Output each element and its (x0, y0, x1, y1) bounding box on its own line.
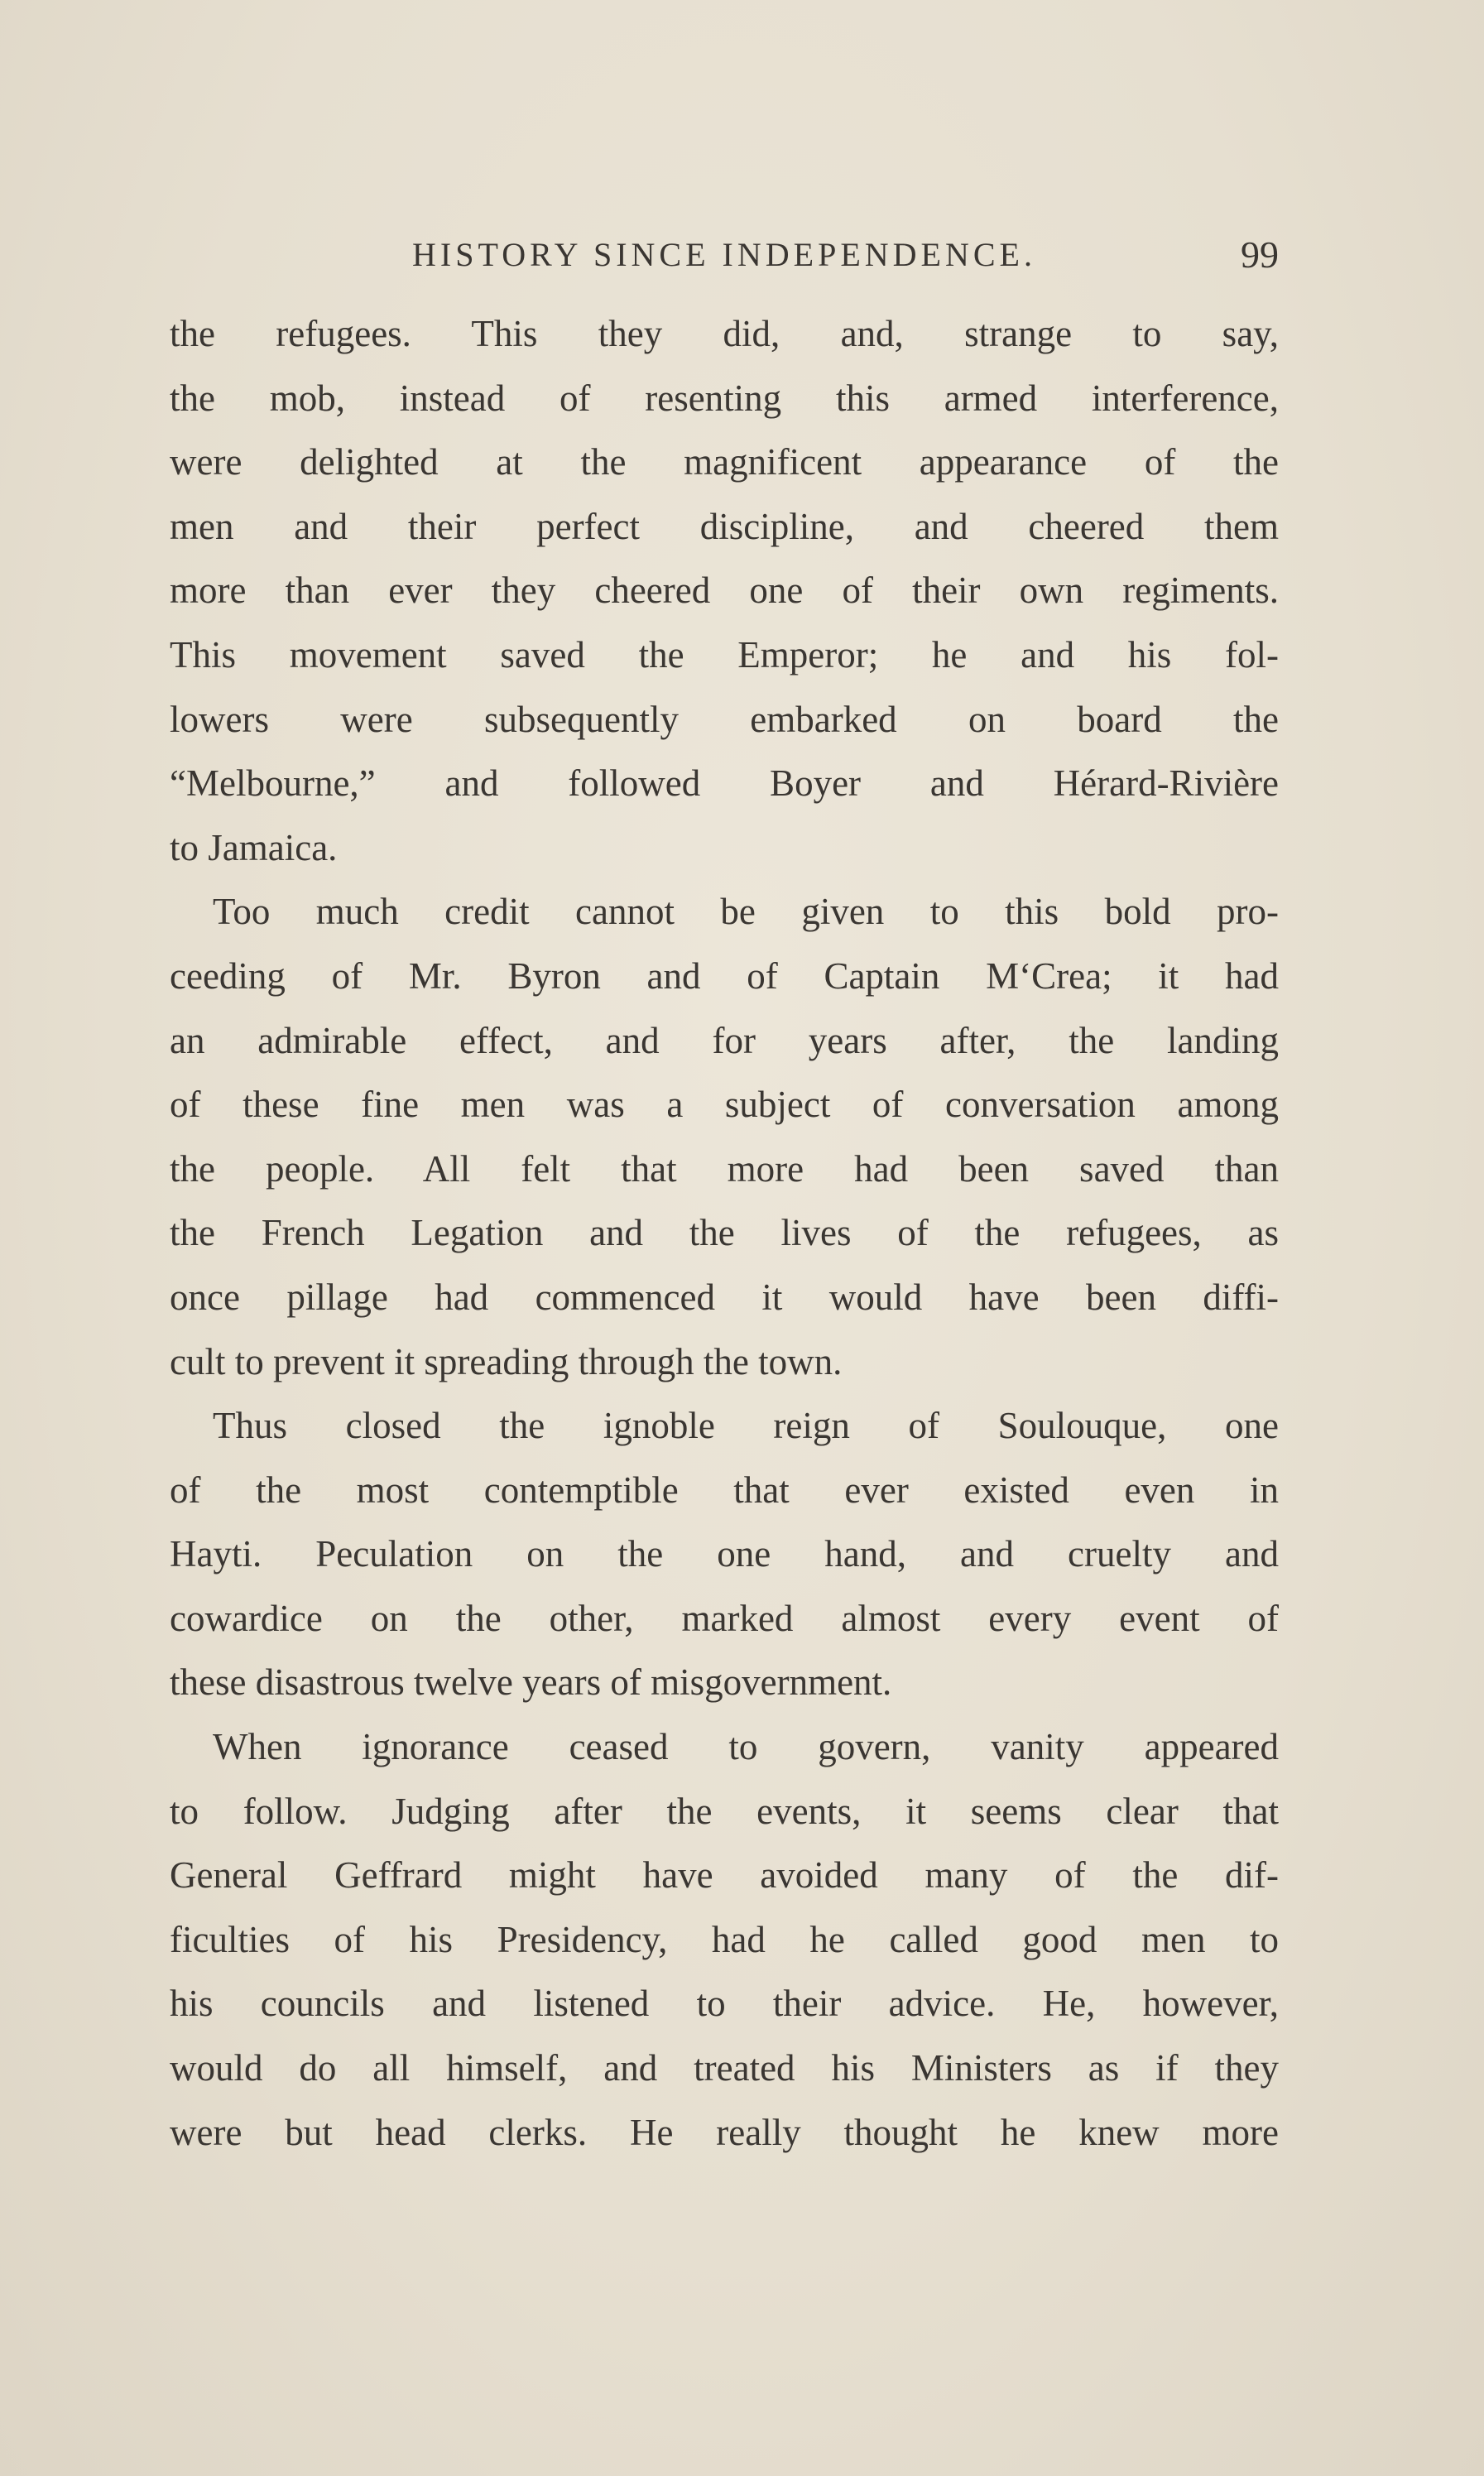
text-line: to Jamaica. (170, 826, 338, 868)
running-head (170, 230, 1279, 280)
text-line: General Geffrard might have avoided many of the dif- (170, 1854, 1279, 1897)
text-line: ficulties of his Presidency, had he called good men to (170, 1918, 1279, 1960)
text-line: the mob, instead of resenting this armed interference, (170, 377, 1279, 419)
text-line: cowardice on the other, marked almost every event of (170, 1597, 1279, 1639)
text-line: would do all himself, and treated his Ministers as if they (170, 2047, 1279, 2089)
text-line: were delighted at the magnificent appearance of the (170, 441, 1279, 483)
text-line: the French Legation and the lives of the refugees, as (170, 1212, 1279, 1254)
text-line: “Melbourne,” and followed Boyer and Hérard-Rivière (170, 762, 1279, 805)
text-line: lowers were subsequently embarked on board the (170, 698, 1279, 740)
body-text (170, 302, 1279, 2165)
text-line: cult to prevent it spreading through the town. (170, 1340, 843, 1382)
text-line: of these fine men was a subject of conversation among (170, 1084, 1279, 1126)
text-line: more than ever they cheered one of their own regiments. (170, 570, 1279, 612)
text-line: the refugees. This they did, and, strange to say, (170, 313, 1279, 354)
paragraph-start-line: Too much credit cannot be given to this bold pro- (213, 891, 1279, 933)
text-line: ceeding of Mr. Byron and of Captain M‘Crea; it had (170, 954, 1279, 997)
paragraph-start-line: When ignorance ceased to govern, vanity appeared (213, 1726, 1279, 1768)
text-line: once pillage had commenced it would have been diffi- (170, 1276, 1279, 1318)
text-line: of the most contemptible that ever existed even in (170, 1469, 1279, 1511)
text-line: This movement saved the Emperor; he and his fol- (170, 633, 1279, 675)
running-title: HISTORY SINCE INDEPENDENCE. (412, 236, 1036, 273)
text-line: these disastrous twelve years of misgovernment. (170, 1661, 892, 1704)
text-line: were but head clerks. He really thought he knew more (170, 2111, 1279, 2153)
text-line: men and their perfect discipline, and cheered them (170, 505, 1279, 547)
text-line: to follow. Judging after the events, it seems clear that (170, 1790, 1279, 1832)
paragraph-start-line: Thus closed the ignoble reign of Soulouque, one (213, 1405, 1279, 1447)
text-line: his councils and listened to their advice. He, however, (170, 1983, 1279, 2025)
text-line: an admirable effect, and for years after, the landing (170, 1019, 1279, 1061)
text-line: Hayti. Peculation on the one hand, and cruelty and (170, 1533, 1279, 1575)
page-number: 99 (1241, 233, 1279, 276)
text-line: the people. All felt that more had been saved than (170, 1147, 1279, 1190)
